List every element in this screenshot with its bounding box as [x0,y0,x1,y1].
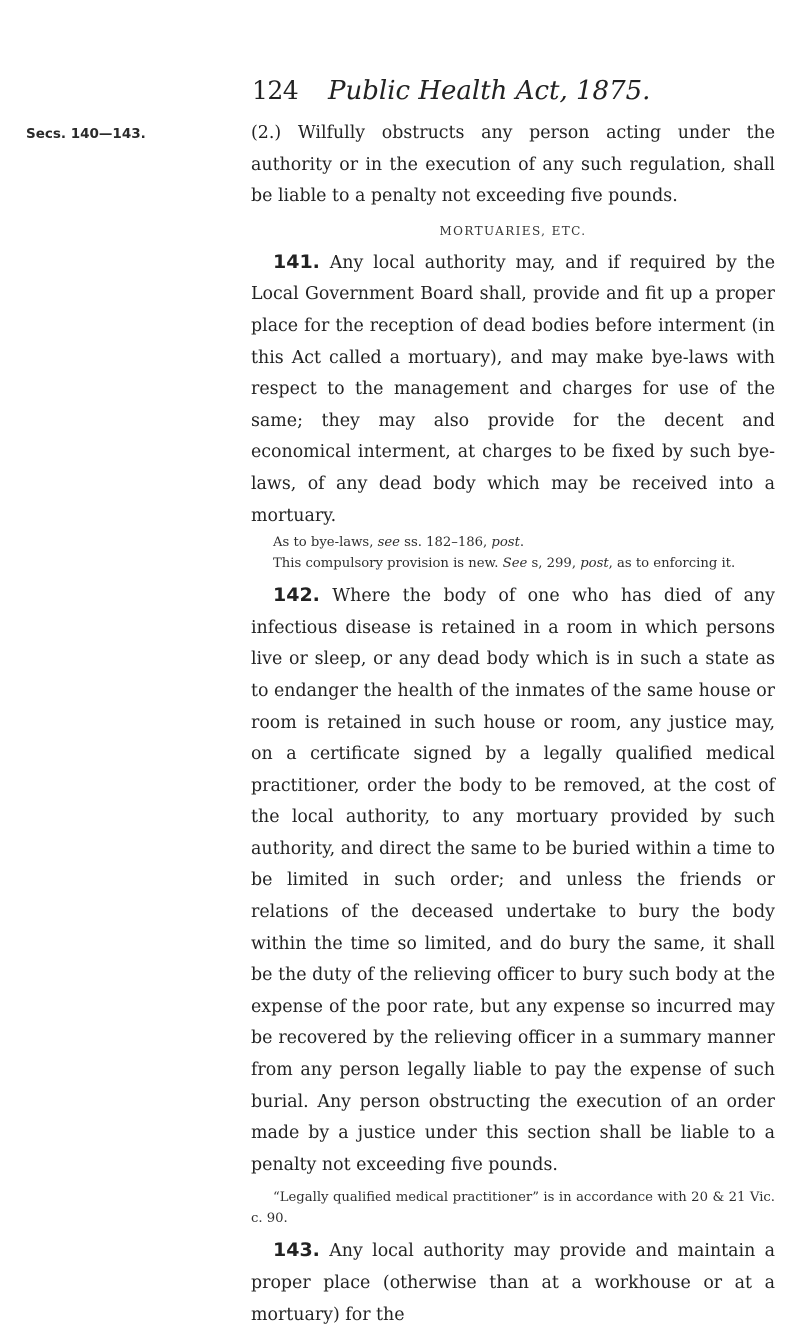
main-text [251,118,775,1331]
subsection-text: Wilfully obstructs any person acting under the authority or in the execution of any such regulation, shall be liable to a penalty not exceeding five pounds. [251,123,776,207]
subsection-number: (2.) [251,123,282,143]
section-141-note: As to bye-laws, see ss. 182–186, post. [273,535,525,551]
page-number: 124 [252,76,299,105]
section-142 [251,580,775,1181]
section-141 [251,247,775,532]
section-143 [251,1235,775,1331]
section-number: 141. [273,250,320,273]
section-number: 143. [273,1239,320,1262]
section-text: Any local authority may, and if required by the Local Government Board shall, provide and fit up a proper place for the reception of dead bodies before interment (in this Act called a mortuary), and may make bye-laws with respect to the management and charges for use of the same; they may also provide for the decent and economical interment, at charges to be fixed by such bye-laws, of any dead body which may be received into a mortuary. [251,252,776,526]
book-title: Public Health Act, 1875. [328,76,651,106]
subsection-140-2 [251,118,775,213]
running-head [0,76,801,116]
section-heading: MORTUARIES, ETC. [439,223,587,238]
section-142-note: “Legally qualified medical practitioner” is in accordance with 20 & 21 Vic. c. 90. [251,1190,775,1227]
section-number: 142. [273,584,320,607]
section-text: Where the body of one who has died of any infectious disease is retained in a room in which persons live or sleep, or any dead body which is in such a state as to endanger the health of the inmates of the same house or room is retained in such house or room, any justice may, on a certificate signed by a legally qualified medical practitioner, order the body to be removed, at the cost of the local authority, to any mortuary provided by such authority, and direct the same to be buried within a time to be limited in such order; and unless the friends or relations of the deceased undertake to bury the body within the time so limited, and do bury the same, it shall be the duty of the relieving officer to bury such body at the expense of the poor rate, but any expense so incurred may be recovered by the relieving officer in a summary manner from any person legally liable to pay the expense of such burial. Any person obstructing the execution of an order made by a justice under this section shall be liable to a penalty not exceeding five pounds. [251,586,775,1175]
section-text: Any local authority may provide and maintain a proper place (otherwise than at a workhouse or at a mortuary) for the [251,1241,775,1325]
section-141-note: This compulsory provision is new. See s, 299, post, as to enforcing it. [273,556,736,572]
margin-note-sections: Secs. 140—143. [26,126,146,142]
